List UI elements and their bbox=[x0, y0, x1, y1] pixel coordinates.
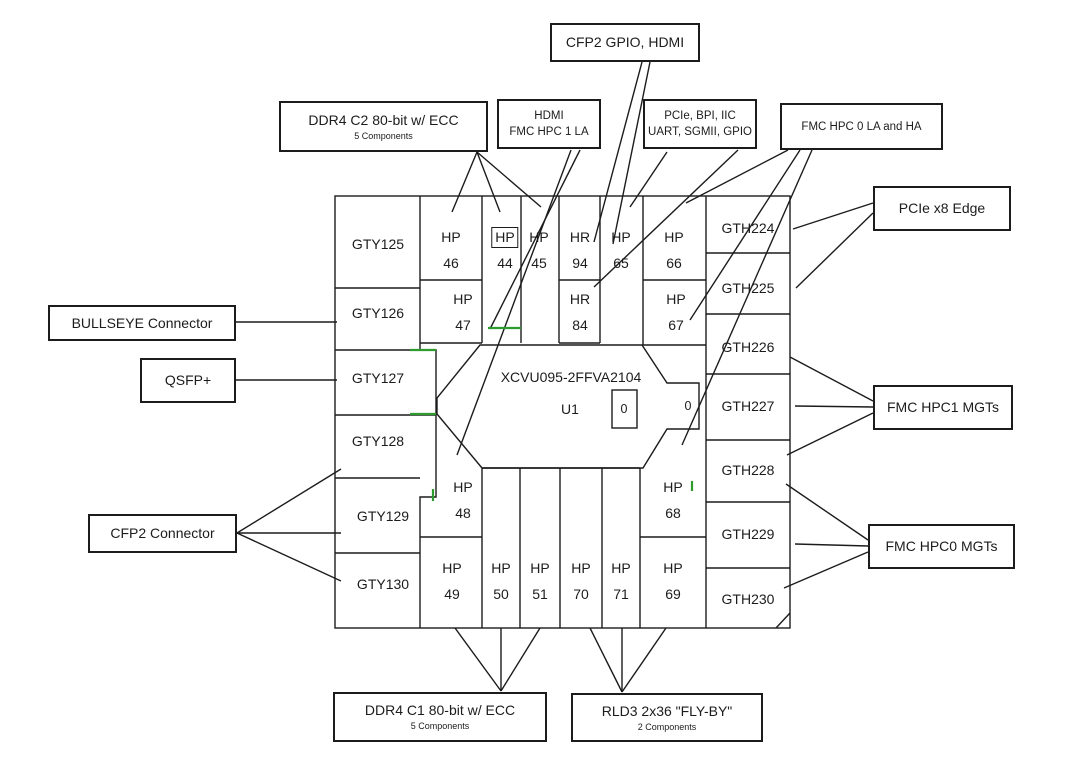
part-number: XCVU095-2FFVA2104 bbox=[500, 369, 642, 385]
callout-ddr4-c1: DDR4 C1 80-bit w/ ECC 5 Components bbox=[333, 692, 547, 742]
bank-hp45: HP 45 bbox=[529, 229, 549, 271]
bank-hp46: HP 46 bbox=[441, 229, 461, 271]
bank-hp51: HP 51 bbox=[530, 560, 550, 602]
bank-gth226: GTH226 bbox=[721, 339, 775, 355]
callout-qsfp: QSFP+ bbox=[140, 358, 236, 403]
bank-hp50: HP 50 bbox=[491, 560, 511, 602]
bank-hp47: HP 47 bbox=[453, 291, 473, 333]
callout-hdmi-fmc-hpc1-la: HDMI FMC HPC 1 LA bbox=[497, 99, 601, 149]
bank-gty125: GTY125 bbox=[351, 236, 405, 252]
callout-fmc-hpc0-mgts: FMC HPC0 MGTs bbox=[868, 524, 1015, 569]
bank-hr94: HR 94 bbox=[569, 229, 591, 271]
bank-gty129: GTY129 bbox=[356, 508, 410, 524]
callout-fmc-hpc1-mgts: FMC HPC1 MGTs bbox=[873, 385, 1013, 430]
bank-hp44: HP 44 bbox=[491, 224, 518, 276]
callout-fmc-hpc0-la-ha: FMC HPC 0 LA and HA bbox=[780, 103, 943, 150]
callout-ddr4-c2: DDR4 C2 80-bit w/ ECC 5 Components bbox=[279, 101, 488, 152]
bank-hp71: HP 71 bbox=[611, 560, 631, 602]
bank-hp66: HP 66 bbox=[664, 229, 684, 271]
callout-bullseye: BULLSEYE Connector bbox=[48, 305, 236, 341]
bank-gth228: GTH228 bbox=[721, 462, 775, 478]
bank-gty127: GTY127 bbox=[351, 370, 405, 386]
reference-designator: U1 bbox=[561, 401, 579, 417]
bank-gty128: GTY128 bbox=[351, 433, 405, 449]
callout-cfp2-connector: CFP2 Connector bbox=[88, 514, 237, 553]
bank-hp70: HP 70 bbox=[571, 560, 591, 602]
bank-gth225: GTH225 bbox=[721, 280, 775, 296]
bank-hp69: HP 69 bbox=[663, 560, 683, 602]
callout-pcie-x8-edge: PCIe x8 Edge bbox=[873, 186, 1011, 231]
bank-hr84: HR 84 bbox=[569, 291, 591, 333]
bank-hp67: HP 67 bbox=[666, 291, 686, 333]
bank-gty130: GTY130 bbox=[356, 576, 410, 592]
bank-hp48: HP 48 bbox=[453, 479, 473, 521]
bank-hp68: HP 68 bbox=[663, 479, 683, 521]
bank-gty126: GTY126 bbox=[351, 305, 405, 321]
callout-pcie-bpi-iic: PCIe, BPI, IIC UART, SGMII, GPIO bbox=[643, 99, 757, 149]
bank-hp65: HP 65 bbox=[611, 229, 631, 271]
config-marker-1: 0 bbox=[684, 399, 692, 413]
hp44-boxed-type: HP bbox=[491, 227, 518, 248]
config-marker-0: 0 bbox=[620, 402, 628, 416]
bank-gth224: GTH224 bbox=[721, 220, 775, 236]
callout-rld3: RLD3 2x36 "FLY-BY" 2 Components bbox=[571, 693, 763, 742]
bank-gth230: GTH230 bbox=[721, 591, 775, 607]
bank-gth227: GTH227 bbox=[721, 398, 775, 414]
bank-hp49: HP 49 bbox=[442, 560, 462, 602]
callout-cfp2-gpio-hdmi: CFP2 GPIO, HDMI bbox=[550, 23, 700, 62]
bank-gth229: GTH229 bbox=[721, 526, 775, 542]
